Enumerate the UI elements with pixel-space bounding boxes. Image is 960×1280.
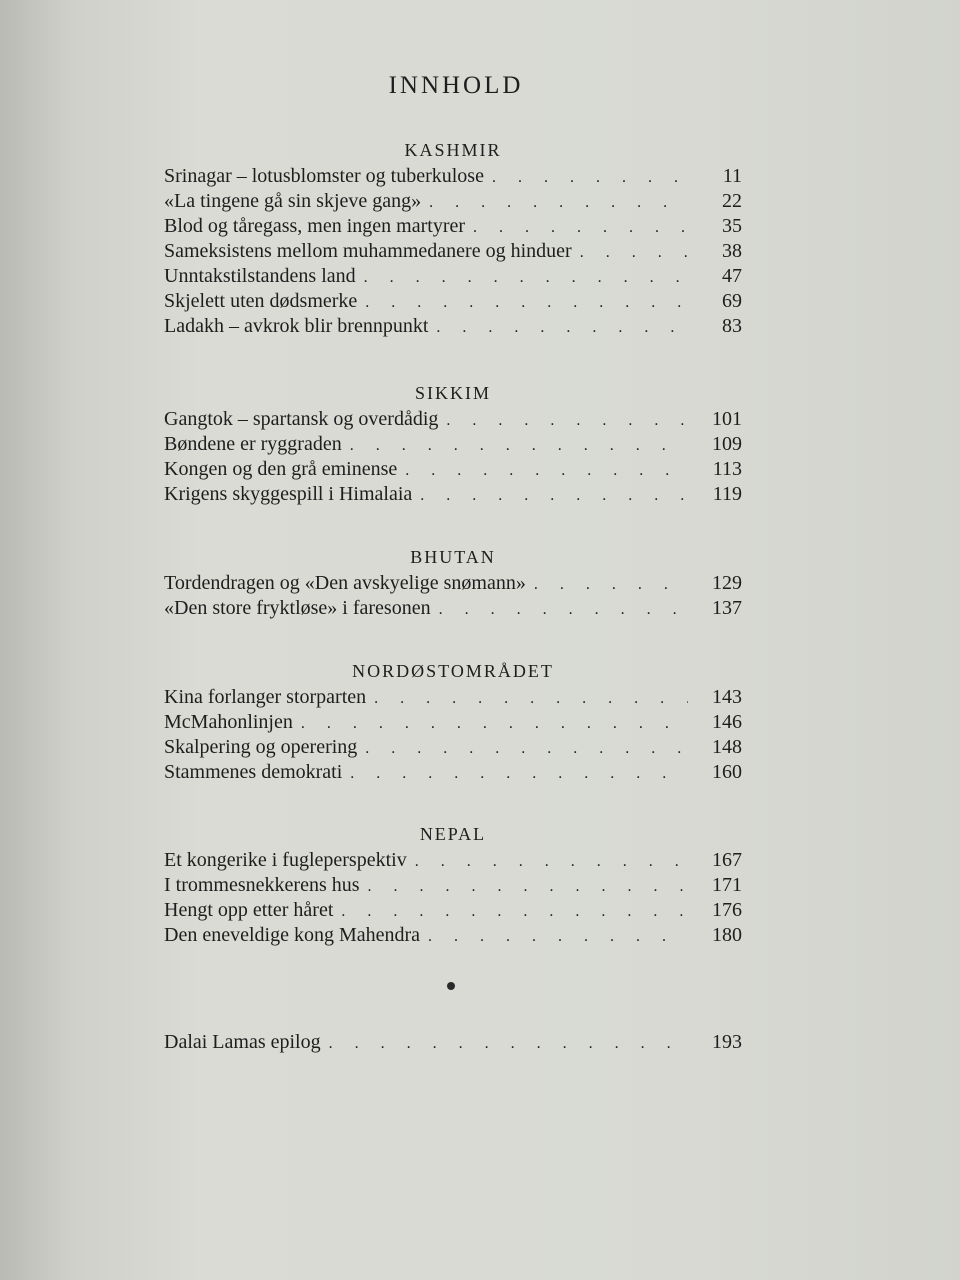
toc-entry (164, 214, 742, 239)
entry-title: Bøndene er ryggraden (164, 433, 342, 455)
toc-entry (164, 239, 742, 264)
entry-title: Unntakstilstandens land (164, 265, 356, 287)
leader-dots (420, 483, 688, 508)
leader-dots (374, 686, 688, 711)
toc-entry (164, 571, 742, 596)
section-heading: KASHMIR (404, 140, 502, 160)
entry-page: 109 (712, 433, 742, 455)
leader-dots (329, 1031, 688, 1056)
leader-dots (428, 924, 688, 949)
leader-dots (429, 190, 688, 215)
entry-title: McMahonlinjen (164, 711, 293, 733)
leader-dots (301, 711, 688, 736)
leader-dots (405, 458, 688, 483)
section-nordostomradet (164, 661, 742, 785)
separator-dot (447, 982, 455, 990)
entry-title: Stammenes demokrati (164, 761, 343, 783)
entry-title: Tordendragen og «Den avskyelige snømann» (164, 572, 526, 594)
leader-dots (446, 408, 688, 433)
toc-entry (164, 710, 742, 735)
entry-page: 35 (722, 215, 742, 237)
section-kashmir (164, 140, 742, 339)
section-nepal (164, 824, 742, 948)
section-epilog (164, 1030, 742, 1055)
toc-entry (164, 596, 742, 621)
entry-page: 11 (722, 165, 742, 187)
entry-page: 129 (712, 572, 742, 594)
toc-entry (164, 482, 742, 507)
toc-entry (164, 432, 742, 457)
toc-entry (164, 189, 742, 214)
entry-title: «La tingene gå sin skjeve gang» (164, 190, 422, 212)
toc-entry (164, 685, 742, 710)
leader-dots (364, 265, 688, 290)
entry-page: 83 (722, 315, 742, 337)
entry-page: 47 (722, 265, 742, 287)
entry-page: 148 (712, 736, 742, 758)
toc-entry (164, 1030, 742, 1055)
leader-dots (534, 572, 688, 597)
entry-title: Dalai Lamas epilog (164, 1031, 321, 1053)
entry-title: «Den store fryktløse» i faresonen (164, 597, 431, 619)
leader-dots (365, 290, 688, 315)
leader-dots (439, 597, 688, 622)
leader-dots (436, 315, 688, 340)
entry-page: 69 (722, 290, 742, 312)
entry-page: 160 (712, 761, 742, 783)
entry-page: 119 (712, 483, 742, 505)
toc-entry (164, 735, 742, 760)
entry-page: 180 (712, 924, 742, 946)
entry-title: Hengt opp etter håret (164, 899, 334, 921)
entry-title: Ladakh – avkrok blir brennpunkt (164, 315, 429, 337)
toc-entry (164, 923, 742, 948)
entry-title: Skalpering og operering (164, 736, 358, 758)
leader-dots (580, 240, 688, 265)
entry-page: 171 (712, 874, 742, 896)
section-bhutan (164, 547, 742, 621)
entry-title: Et kongerike i fugleperspektiv (164, 849, 407, 871)
section-sikkim (164, 383, 742, 507)
leader-dots (350, 761, 688, 786)
entry-title: I trommesnekkerens hus (164, 874, 360, 896)
entry-title: Krigens skyggespill i Himalaia (164, 483, 413, 505)
entry-page: 38 (722, 240, 742, 262)
section-heading: NORDØSTOMRÅDET (352, 661, 554, 681)
entry-page: 143 (712, 686, 742, 708)
leader-dots (492, 165, 688, 190)
entry-page: 193 (712, 1031, 742, 1053)
leader-dots (341, 899, 688, 924)
section-heading: SIKKIM (414, 383, 491, 403)
section-heading: BHUTAN (410, 547, 496, 567)
entry-page: 176 (712, 899, 742, 921)
toc-entry (164, 898, 742, 923)
entry-page: 137 (712, 597, 742, 619)
toc-entry (164, 264, 742, 289)
entry-title: Skjelett uten dødsmerke (164, 290, 358, 312)
entry-title: Kongen og den grå eminense (164, 458, 398, 480)
leader-dots (365, 736, 688, 761)
entry-title: Gangtok – spartansk og overdådig (164, 408, 439, 430)
entry-title: Srinagar – lotusblomster og tuberkulose (164, 165, 484, 187)
toc-entry (164, 873, 742, 898)
leader-dots (473, 215, 688, 240)
toc-entry (164, 164, 742, 189)
leader-dots (350, 433, 688, 458)
entry-page: 167 (712, 849, 742, 871)
section-heading: NEPAL (419, 824, 487, 844)
entry-page: 101 (712, 408, 742, 430)
toc-entry (164, 848, 742, 873)
toc-entry (164, 289, 742, 314)
toc-entry (164, 457, 742, 482)
toc-entry (164, 314, 742, 339)
entry-page: 113 (712, 458, 742, 480)
page-title: INNHOLD (388, 72, 524, 99)
entry-page: 146 (712, 711, 742, 733)
leader-dots (368, 874, 688, 899)
entry-title: Blod og tåregass, men ingen martyrer (164, 215, 466, 237)
entry-page: 22 (722, 190, 742, 212)
entry-title: Kina forlanger storparten (164, 686, 367, 708)
toc-entry (164, 760, 742, 785)
toc-entry (164, 407, 742, 432)
leader-dots (415, 849, 688, 874)
entry-title: Den eneveldige kong Mahendra (164, 924, 421, 946)
entry-title: Sameksistens mellom muhammedanere og hinduer (164, 240, 572, 262)
